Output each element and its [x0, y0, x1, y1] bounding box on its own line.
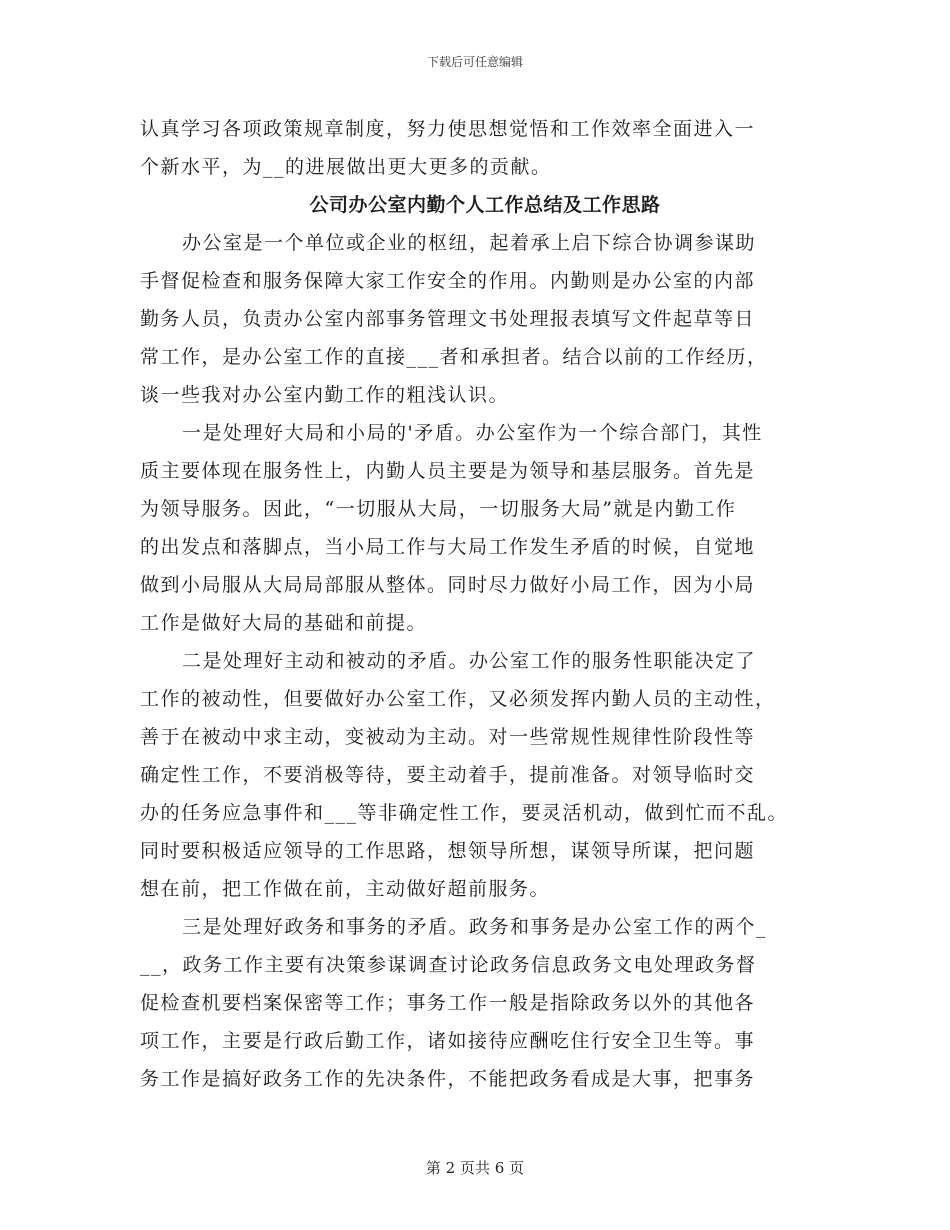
- text-line: 办的任务应急事件和___等非确定性工作，要灵活机动，做到忙而不乱。: [140, 802, 789, 824]
- paragraph-1: [140, 224, 830, 414]
- text-line: 谈一些我对办公室内勤工作的粗浅认识。: [140, 384, 510, 406]
- text-line: 一是处理好大局和小局的'矛盾。办公室作为一个综合部门，其性: [182, 422, 763, 444]
- text-line: 促检查机要档案保密等工作；事务工作一般是指除政务以外的其他各: [140, 992, 756, 1014]
- text-line: 二是处理好主动和被动的矛盾。办公室工作的服务性职能决定了: [182, 650, 757, 672]
- paragraph-2: [140, 414, 830, 642]
- text-line: 质主要体现在服务性上，内勤人员主要是为领导和基层服务。首先是: [140, 460, 756, 482]
- text-line: 善于在被动中求主动，变被动为主动。对一些常规性规律性阶段性等: [140, 726, 756, 748]
- text-line: 手督促检查和服务保障大家工作安全的作用。内勤则是办公室的内部: [140, 270, 756, 292]
- text-line: 想在前，把工作做在前，主动做好超前服务。: [140, 878, 551, 900]
- text-line: 务工作是搞好政务工作的先决条件，不能把政务看成是大事，把事务: [140, 1068, 756, 1090]
- text-line: 确定性工作，不要消极等待，要主动着手，提前准备。对领导临时交: [140, 764, 756, 786]
- text-line: 同时要积极适应领导的工作思路，想领导所想，谋领导所谋，把问题: [140, 840, 756, 862]
- text-line: 工作是做好大局的基础和前提。: [140, 612, 428, 634]
- text-line: 常工作，是办公室工作的直接___者和承担者。结合以前的工作经历，: [140, 346, 768, 368]
- text-line: 的出发点和落脚点，当小局工作与大局工作发生矛盾的时候，自觉地: [140, 536, 756, 558]
- text-line: 勤务人员，负责办公室内部事务管理文书处理报表填写文件起草等日: [140, 308, 756, 330]
- text-line: __，政务工作主要有决策参谋调查讨论政务信息政务文电处理政务督: [140, 954, 757, 976]
- intro-paragraph: [140, 110, 830, 186]
- text-line: 项工作，主要是行政后勤工作，诸如接待应酬吃住行安全卫生等。事: [140, 1030, 756, 1052]
- document-body: [140, 110, 830, 1098]
- text-line: 为领导服务。因此，“一切服从大局，一切服务大局”就是内勤工作: [140, 498, 737, 520]
- text-line: 认真学习各项政策规章制度，努力使思想觉悟和工作效率全面进入一: [140, 118, 756, 140]
- text-line: 做到小局服从大局局部服从整体。同时尽力做好小局工作，因为小局: [140, 574, 756, 596]
- page-number-footer: 第 2 页共 6 页: [425, 1159, 525, 1177]
- text-line: 三是处理好政务和事务的矛盾。政务和事务是办公室工作的两个_: [182, 916, 768, 938]
- paragraph-4: [140, 908, 830, 1098]
- text-line: 办公室是一个单位或企业的枢纽，起着承上启下综合协调参谋助: [182, 232, 757, 254]
- page-header: 下载后可任意编辑: [426, 55, 523, 69]
- document-title: 公司办公室内勤个人工作总结及工作思路: [309, 194, 661, 216]
- text-line: 个新水平，为__的进展做出更大更多的贡献。: [140, 156, 552, 178]
- paragraph-3: [140, 642, 830, 908]
- text-line: 工作的被动性，但要做好办公室工作，又必须发挥内勤人员的主动性，: [140, 688, 776, 710]
